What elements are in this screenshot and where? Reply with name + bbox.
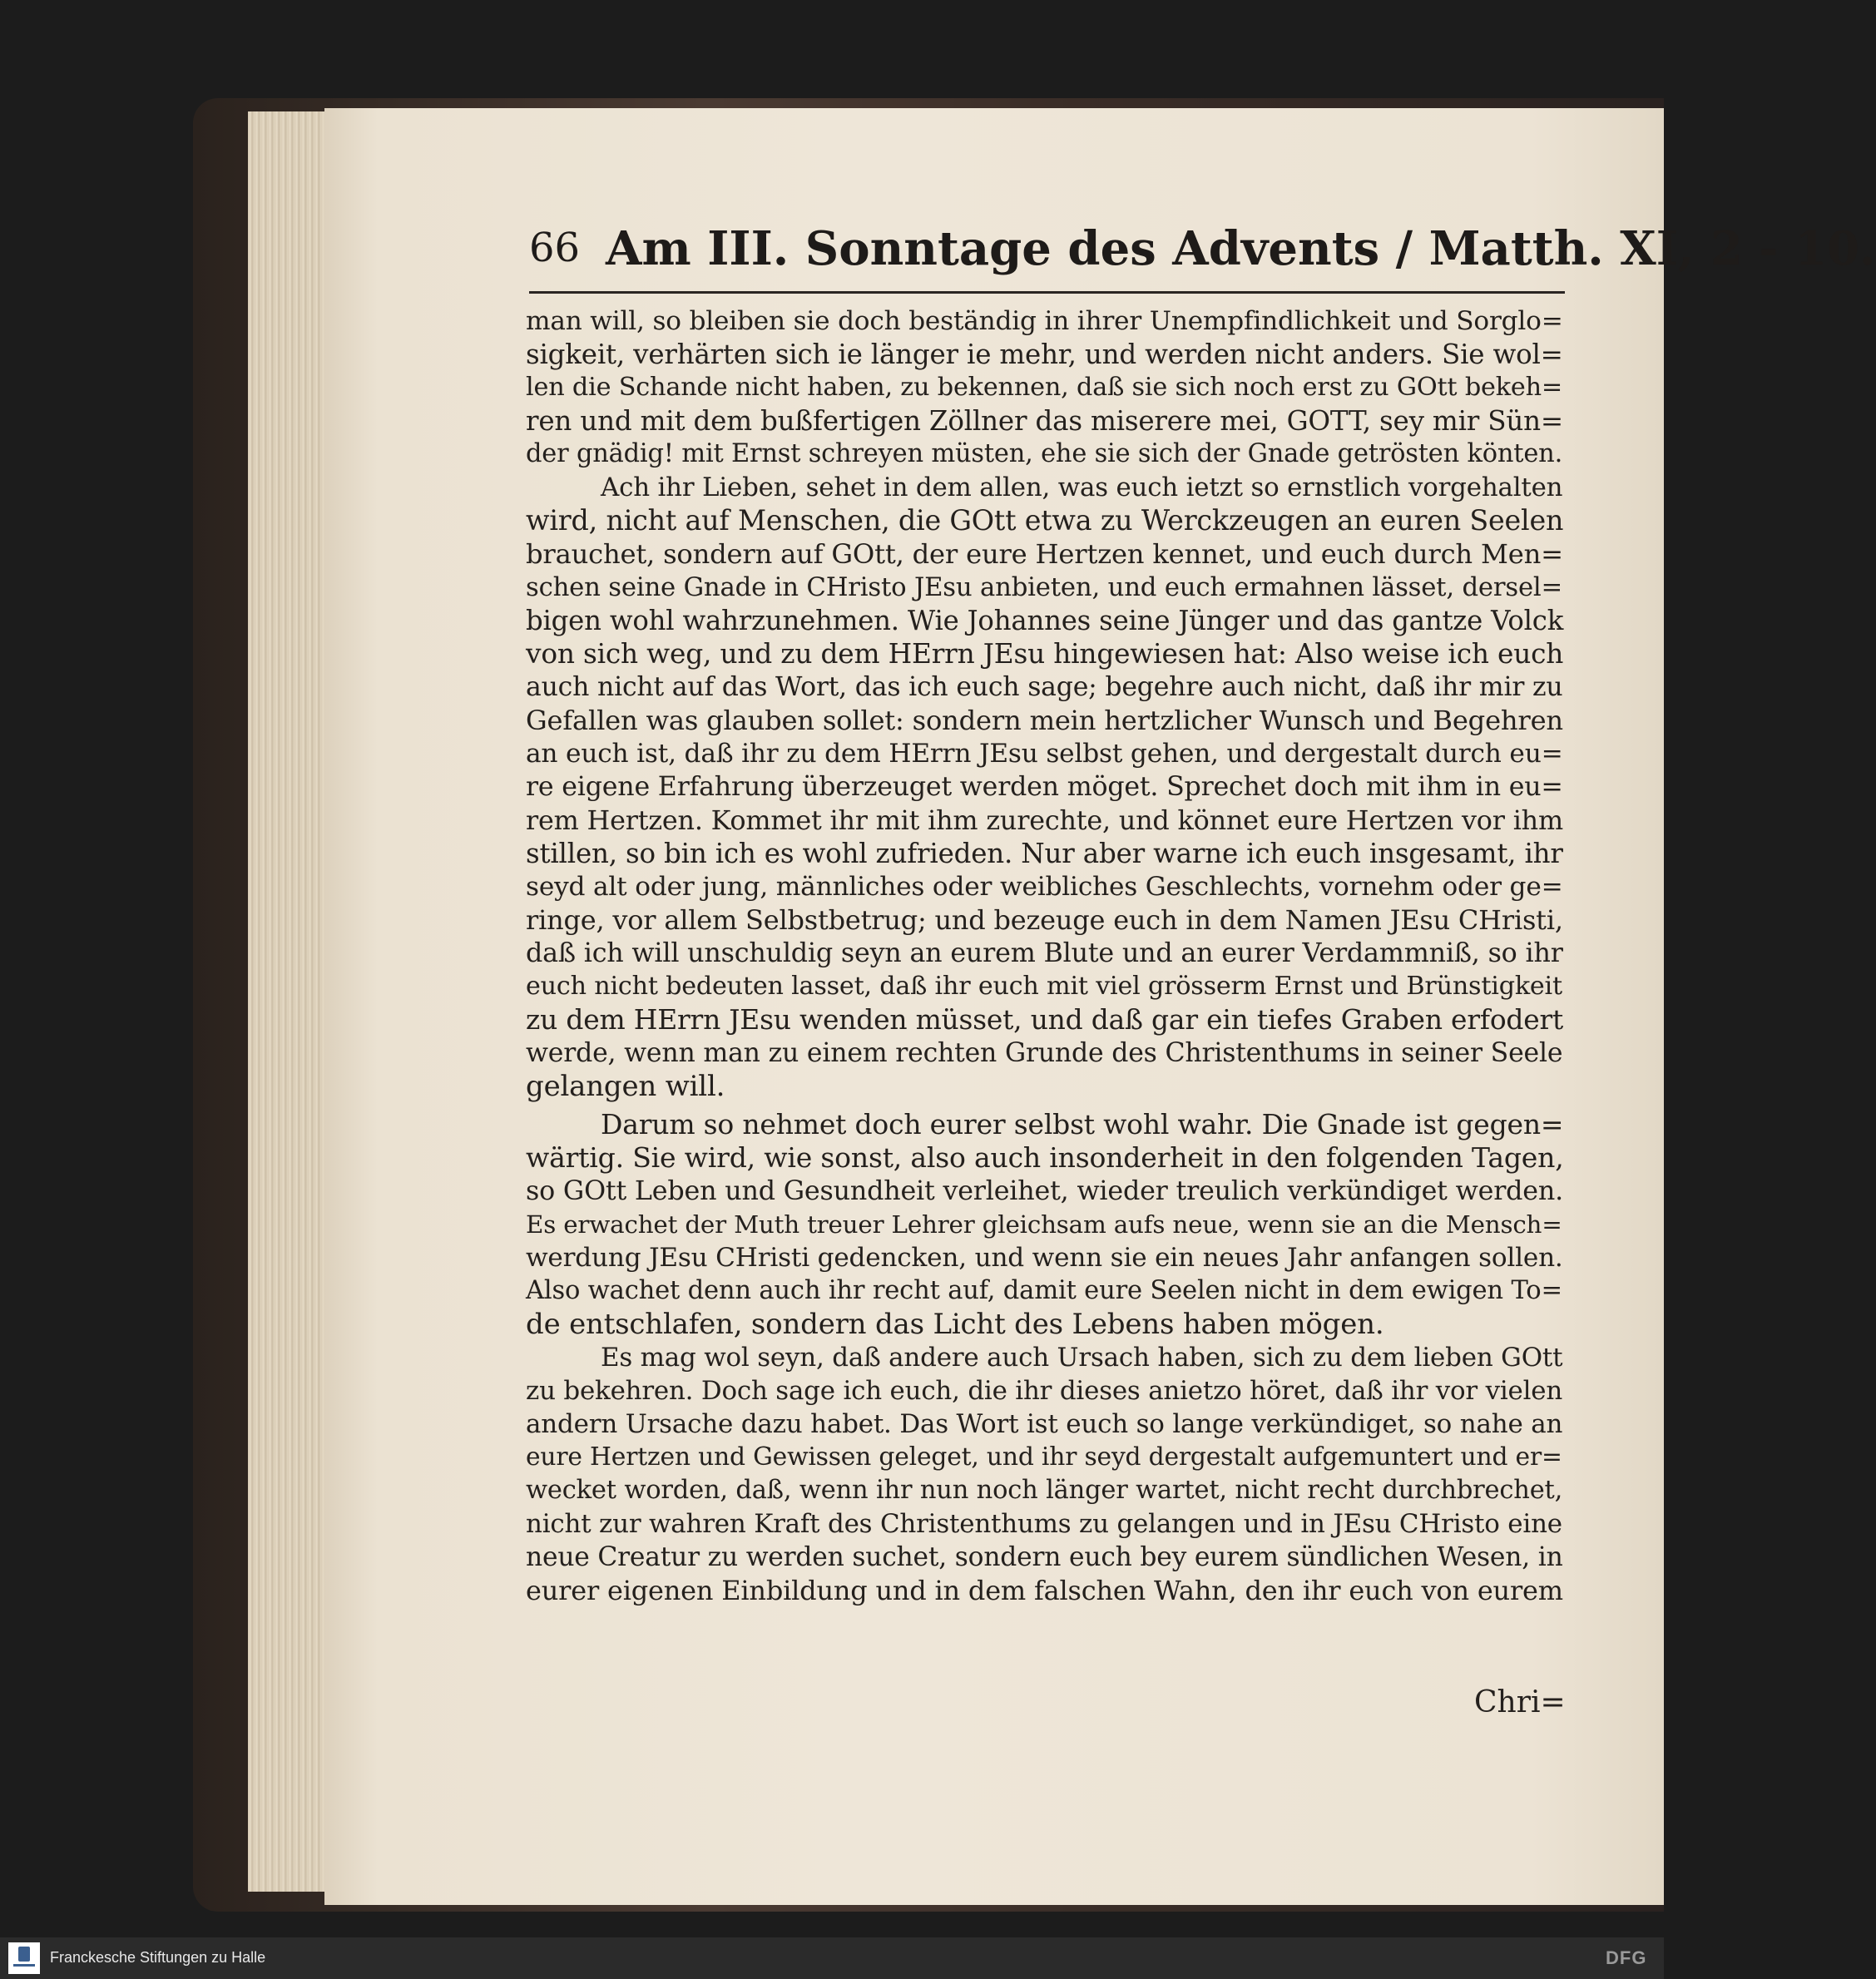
- text-line: de entschlafen, sondern das Licht des Lebens haben mögen.: [526, 1308, 1384, 1341]
- text-line: wird, nicht auf Menschen, die GOtt etwa zu Werckzeugen an euren Seelen: [526, 504, 1564, 537]
- text-line: brauchet, sondern auf GOtt, der eure Hertzen kennet, und euch durch Men=: [526, 538, 1563, 570]
- text-line: bigen wohl wahrzunehmen. Wie Johannes seine Jünger und das gantze Volck: [526, 605, 1564, 636]
- text-line: zu bekehren. Doch sage ich euch, die ihr dieses anietzo höret, daß ihr vor vielen: [526, 1376, 1563, 1406]
- text-line: Also wachet denn auch ihr recht auf, damit eure Seelen nicht in dem ewigen To=: [526, 1276, 1562, 1305]
- text-line: euch nicht bedeuten lasset, daß ihr euch mit viel grösserm Ernst und Brünstigkeit: [526, 972, 1562, 1001]
- text-line: werde, wenn man zu einem rechten Grunde des Christenthums in seiner Seele: [526, 1038, 1563, 1068]
- dfg-logo[interactable]: DFG: [1606, 1947, 1647, 1968]
- text-line: eurer eigenen Einbildung und in dem falschen Wahn, den ihr euch von eurem: [526, 1575, 1563, 1606]
- text-line: re eigene Erfahrung überzeuget werden möget. Sprechet doch mit ihm in eu=: [526, 772, 1563, 802]
- text-line: an euch ist, daß ihr zu dem HErrn JEsu selbst gehen, und dergestalt durch eu=: [526, 739, 1563, 769]
- footer-bar: [0, 1937, 1664, 1979]
- paragraph: [526, 304, 1564, 471]
- text-line: schen seine Gnade in CHristo JEsu anbieten, und euch ermahnen lässet, dersel=: [526, 572, 1563, 602]
- text-line: von sich weg, und zu dem HErrn JEsu hingewiesen hat: Also weise ich euch: [526, 638, 1564, 670]
- body-text: [526, 304, 1564, 1607]
- header-rule: [529, 291, 1565, 294]
- text-line: len die Schande nicht haben, zu bekennen, daß sie sich noch erst zu GOtt bekeh=: [526, 373, 1563, 402]
- catchword: Chri=: [1474, 1685, 1566, 1719]
- text-line: wecket worden, daß, wenn ihr nun noch länger wartet, nicht recht durchbrechet,: [526, 1476, 1563, 1505]
- text-line: zu dem HErrn JEsu wenden müsset, und daß gar ein tiefes Graben erfodert: [526, 1003, 1564, 1036]
- text-line: daß ich will unschuldig seyn an eurem Blute und an eurer Verdammniß, so ihr: [526, 938, 1563, 968]
- text-line: seyd alt oder jung, männliches oder weibliches Geschlechts, vornehm oder ge=: [526, 872, 1563, 902]
- text-line: sigkeit, verhärten sich ie länger ie mehr, und werden nicht anders. Sie wol=: [526, 339, 1563, 370]
- text-line: Gefallen was glauben sollet: sondern mein hertzlicher Wunsch und Begehren: [526, 705, 1563, 736]
- text-line: wärtig. Sie wird, wie sonst, also auch insonderheit in den folgenden Tagen,: [526, 1141, 1564, 1174]
- page-number: 66: [529, 225, 581, 271]
- text-line: nicht zur wahren Kraft des Christenthums zu gelangen und in JEsu CHristo eine: [526, 1509, 1562, 1539]
- text-line: ren und mit dem bußfertigen Zöllner das miserere mei, GOTT, sey mir Sün=: [526, 405, 1563, 437]
- text-line: der gnädig! mit Ernst schreyen müsten, ehe sie sich der Gnade getrösten könten.: [526, 439, 1563, 468]
- text-line: Darum so nehmet doch eurer selbst wohl wahr. Die Gnade ist gegen=: [601, 1108, 1564, 1140]
- institution-logo-icon[interactable]: [8, 1942, 40, 1974]
- text-line: stillen, so bin ich es wohl zufrieden. Nur aber warne ich euch insgesamt, ihr: [526, 838, 1563, 869]
- running-title: Am III. Sonntage des Advents / Matth. XI, 2 - 10.: [606, 221, 1876, 276]
- logo-base: [13, 1964, 35, 1967]
- logo-mark: [18, 1947, 30, 1962]
- text-line: eure Hertzen und Gewissen geleget, und ihr seyd dergestalt aufgemuntert und er=: [526, 1442, 1562, 1472]
- text-line: andern Ursache dazu habet. Das Wort ist euch so lange verkündiget, so nahe an: [526, 1409, 1563, 1439]
- text-line: neue Creatur zu werden suchet, sondern euch bey eurem sündlichen Wesen, in: [526, 1542, 1563, 1572]
- institution-name[interactable]: Franckesche Stiftungen zu Halle: [50, 1949, 266, 1966]
- text-line: Es erwachet der Muth treuer Lehrer gleichsam aufs neue, wenn sie an die Mensch=: [526, 1210, 1562, 1239]
- text-line: werdung JEsu CHristi gedencken, und wenn sie ein neues Jahr anfangen sollen.: [526, 1243, 1563, 1273]
- paragraph: [526, 471, 1564, 1103]
- text-line: rem Hertzen. Kommet ihr mit ihm zurechte, und könnet eure Hertzen vor ihm: [526, 804, 1563, 836]
- text-line: gelangen will.: [526, 1070, 725, 1103]
- text-line: Ach ihr Lieben, sehet in dem allen, was euch ietzt so ernstlich vorgehalten: [601, 472, 1563, 502]
- page-header: [529, 218, 1876, 288]
- text-line: man will, so bleiben sie doch beständig in ihrer Unempfindlichkeit und Sorglo=: [526, 306, 1563, 336]
- paragraph: [526, 1341, 1564, 1607]
- text-line: ringe, vor allem Selbstbetrug; und bezeuge euch in dem Namen JEsu CHristi,: [526, 904, 1563, 936]
- text-line: auch nicht auf das Wort, das ich euch sage; begehre auch nicht, daß ihr mir zu: [526, 672, 1563, 702]
- text-line: Es mag wol seyn, daß andere auch Ursach haben, sich zu dem lieben GOtt: [601, 1343, 1563, 1373]
- text-line: so GOtt Leben und Gesundheit verleihet, wieder treulich verkündiget werden.: [526, 1176, 1564, 1206]
- paragraph: [526, 1108, 1564, 1341]
